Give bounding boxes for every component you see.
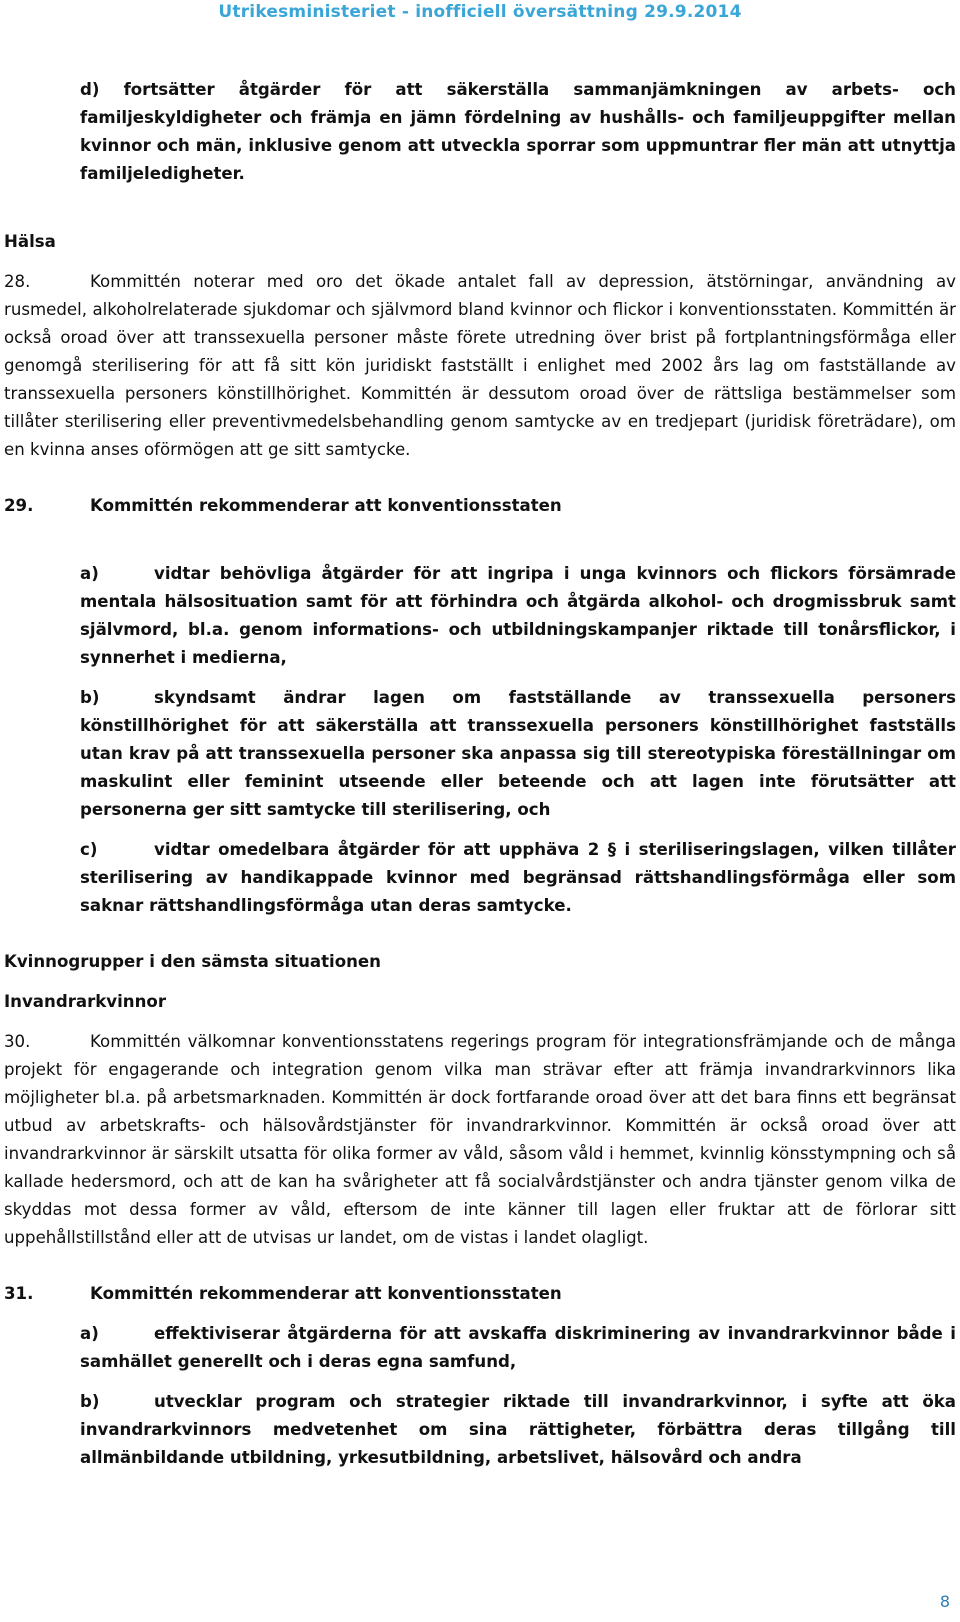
header-title: Utrikesministeriet - inofficiell översättning 29.9.2014 — [218, 2, 742, 22]
item-29c-text: vidtar omedelbara åtgärder för att upphäva 2 § i steriliseringslagen, vilken tillåter sterilisering av handikappade kvinnor med begränsad rättshandlingsförmåga eller som saknar rättshandlingsförmåga utan deras samtycke. — [80, 840, 956, 915]
paragraph-29-text: Kommittén rekommenderar att konventionsstaten — [90, 496, 562, 515]
section-heading-worst-situation: Kvinnogrupper i den sämsta situationen — [4, 952, 381, 971]
item-31a — [80, 1320, 956, 1376]
paragraph-31-text: Kommittén rekommenderar att konventionsstaten — [90, 1284, 562, 1303]
item-d-label: d) — [80, 80, 100, 99]
paragraph-30-text: Kommittén välkomnar konventionsstatens regerings program för integrationsfrämjande och de många projekt för engagerande och integration genom vilka man strävar efter att främja invandrarkvinnors lika möjligheter bl.a. på arbetsmarknaden. Kommittén är dock fortfarande oroad över att det bara finns ett begränsat utbud av arbetskrafts- och hälsovårdstjänster för invandrarkvinnor. Kommittén är också oroad över att invandrarkvinnor är särskilt utsatta för olika former av våld, såsom våld i hemmet, kvinnlig könsstympning och så kallade hedersmord, och att de kan ha svårigheter att få socialvårdstjänster och andra tjänster genom vilka de skyddas mot dessa former av våld, eftersom de inte känner till lagen eller fruktar att de förlorar sitt uppehållstillstånd eller att de utvisas ur landet, om de vistas i landet olagligt. — [4, 1032, 956, 1247]
paragraph-28 — [4, 268, 956, 464]
item-31a-text: effektiviserar åtgärderna för att avskaffa diskriminering av invandrarkvinnor både i samhället generellt och i deras egna samfund, — [80, 1324, 956, 1371]
item-29a — [80, 560, 956, 672]
item-29a-label: a) — [80, 564, 99, 583]
item-29b-label: b) — [80, 688, 100, 707]
item-29b — [80, 684, 956, 824]
section-heading-halsa: Hälsa — [4, 232, 56, 251]
document-header — [0, 0, 960, 26]
item-29b-text: skyndsamt ändrar lagen om fastställande av transsexuella personers könstillhörighet för att säkerställa att transsexuella personers könstillhörighet fastställs utan krav på att transsexuella personer ska anpassa sig till stereotypiska föreställningar om maskulint eller feminint utseende eller beteende och att lagen inte förutsätter att personerna ger sitt samtycke till sterilisering, och — [80, 688, 956, 819]
document-body — [4, 76, 956, 1472]
paragraph-28-number: 28. — [4, 272, 31, 291]
item-d-text: fortsätter åtgärder för att säkerställa sammanjämkningen av arbets- och familjeskyldigheter och främja en jämn fördelning av hushålls- och familjeuppgifter mellan kvinnor och män, inklusive genom att utveckla sporrar som uppmuntrar fler män att utnyttja familjeledigheter. — [80, 80, 956, 183]
paragraph-28-text: Kommittén noterar med oro det ökade antalet fall av depression, ätstörningar, användning av rusmedel, alkoholrelaterade sjukdomar och självmord bland kvinnor och flickor i konventionsstaten. Kommittén är också oroad över att transsexuella personer måste förete utredning över brist på fortplantningsförmåga eller genomgå sterilisering för att få sitt kön juridiskt fastställt i enlighet med 2002 års lag om fastställande av transsexuella personers könstillhörighet. Kommittén är dessutom oroad över de rättsliga bestämmelser som tillåter sterilisering eller preventivmedelsbehandling genom samtycke av en tredjepart (juridisk företrädare), om en kvinna anses oförmögen att ge sitt samtycke. — [4, 272, 956, 459]
item-29c-label: c) — [80, 840, 98, 859]
paragraph-30 — [4, 1028, 956, 1252]
section-heading-immigrant-women: Invandrarkvinnor — [4, 992, 167, 1011]
paragraph-31 — [4, 1280, 956, 1308]
paragraph-30-number: 30. — [4, 1032, 31, 1051]
paragraph-29 — [4, 492, 956, 520]
page-number: 8 — [939, 1592, 950, 1611]
item-31a-label: a) — [80, 1324, 99, 1343]
item-31b — [80, 1388, 956, 1472]
paragraph-31-number: 31. — [4, 1284, 34, 1303]
item-d — [80, 76, 956, 188]
item-31b-text: utvecklar program och strategier riktade till invandrarkvinnor, i syfte att öka invandrarkvinnors medvetenhet om sina rättigheter, förbättra deras tillgång till allmänbildande utbildning, yrkesutbildning, arbetslivet, hälsovård och andra — [80, 1392, 956, 1467]
item-29a-text: vidtar behövliga åtgärder för att ingripa i unga kvinnors och flickors försämrade mentala hälsosituation samt för att förhindra och åtgärda alkohol- och drogmissbruk samt självmord, bl.a. genom informations- och utbildningskampanjer riktade till tonårsflickor, i synnerhet i medierna, — [80, 564, 956, 667]
item-29c — [80, 836, 956, 920]
item-31b-label: b) — [80, 1392, 100, 1411]
paragraph-29-number: 29. — [4, 496, 34, 515]
